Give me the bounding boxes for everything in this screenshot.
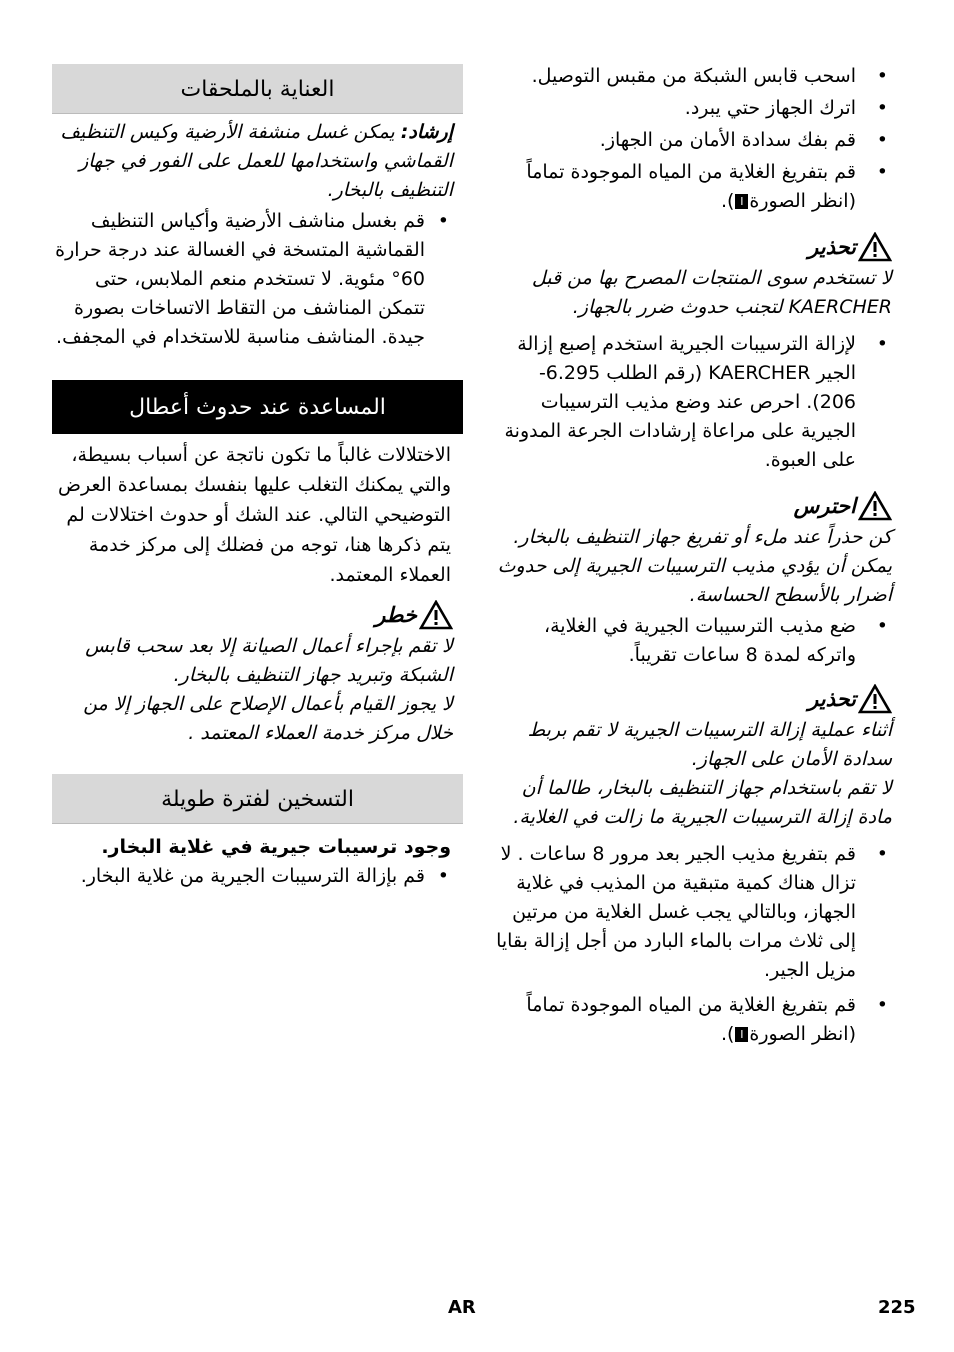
drain-text: قم بتفريغ الغلاية من المياه الموجودة تماماً (انظر الصورة <box>526 994 856 1045</box>
page-number: 225 <box>878 1297 916 1318</box>
section-title-troubleshooting: المساعدة عند حدوث أعطال <box>52 380 463 434</box>
intro-bullet-list <box>496 62 896 216</box>
drain-text: قم بتفريغ الغلاية من المياه الموجودة تماماً (انظر الصورة <box>526 161 856 212</box>
warning-heading <box>496 682 892 716</box>
heating-bullet-list <box>52 862 463 891</box>
figure-box-icon: I <box>735 1027 748 1042</box>
empty-bullet-list <box>496 840 896 1049</box>
warning-triangle-icon <box>858 684 892 714</box>
descale-bullet-list <box>496 330 896 475</box>
danger-title: خطر <box>375 603 417 627</box>
list-item: • قم بتفريغ مذيب الجير بعد مرور 8 ساعات . لا تزال هناك كمية متبقية من المذيب في غلاية الجهاز، وبالتالي يجب غسل الغلاية من مرتين إلى ثلاث مرات بالماء البارد من أجل إزالة بقايا مزيل الجير. <box>496 840 896 985</box>
footer-language: AR <box>448 1297 476 1318</box>
list-item: • اسحب قابس الشبكة من مقبس التوصيل. <box>496 62 896 91</box>
caution-text: كن حذراً عند ملء أو تفريغ جهاز التنظيف بالبخار. يمكن أن يؤدي مذيب الترسيبات الجيرية إلى حدوث أضرار بالأسطح الحساسة. <box>497 526 892 606</box>
tip-label: إرشاد: <box>400 121 453 143</box>
put-bullet-list <box>496 612 896 670</box>
danger-text: لا يجوز القيام بأعمال الإصلاح على الجهاز إلا من خلال مركز خدمة العملاء المعتمد . <box>83 693 453 744</box>
right-column <box>496 62 896 1049</box>
troubleshooting-text: الاختلالات غالباً ما تكون ناتجة عن أسباب بسيطة، والتي يمكنك التغلب عليها بنفسك بمساعدة العرض التوضيحي التالي. عند الشك أو حدوث اختلالات لم يتم ذكرها هنا، توجه من فضلك إلى مركز خدمة العملاء المعتمد. <box>58 444 451 586</box>
danger-heading <box>52 598 463 632</box>
list-item: • قم بغسل مناشف الأرضية وأكياس التنظيف القماشية المتسخة في الغسالة عند درجة حرارة 60° مئوية. لا تستخدم منعم الملابس، حتى تتمكن المناشف من التقاط الاتساخات بصورة جيدة. المناشف مناسبة للاستخدام في المجفف. <box>52 207 463 352</box>
caution-title: احترس <box>793 494 856 518</box>
warning-triangle-icon <box>858 232 892 262</box>
list-item: • قم بإزالة الترسيبات الجيرية من غلاية البخار. <box>52 862 463 891</box>
warning-triangle-icon <box>419 600 453 630</box>
danger-text: لا تقم بإجراء أعمال الصيانة إلا بعد سحب قابس الشبكة وتبريد جهاز التنظيف بالبخار. <box>85 635 453 686</box>
warning-title: تحذير <box>808 687 856 711</box>
figure-box-icon: I <box>735 194 748 209</box>
caution-heading <box>496 489 892 523</box>
tip-paragraph <box>52 118 463 205</box>
section-title-heating: التسخين لفترة طويلة <box>52 774 463 824</box>
warning-text: لا تقم باستخدام جهاز التنظيف بالبخار، طالما أن مادة إزالة الترسيبات الجيرية ما زالت في الغلاية. <box>513 777 892 828</box>
heating-cause: وجود ترسيبات جيرية في غلاية البخار. <box>101 836 451 858</box>
warning-text: لا تستخدم سوى المنتجات المصرح بها من قبل KAERCHER لتجنب حدوث ضرر بالجهاز. <box>531 267 892 318</box>
drain-text-end: ). <box>720 1023 735 1045</box>
warning-triangle-icon <box>858 491 892 521</box>
list-item: • قم بفك سدادة الأمان من الجهاز. <box>496 126 896 155</box>
list-item: • ضع مذيب الترسيبات الجيرية في الغلاية، واتركه لمدة 8 ساعات تقريباً. <box>496 612 896 670</box>
tip-text: يمكن غسل منشفة الأرضية وكيس التنظيف القماشي واستخدامها للعمل على الفور في جهاز التنظيف بالبخار. <box>60 121 453 201</box>
section-title-accessories: العناية بالملحقات <box>52 64 463 114</box>
list-item: • لإزالة الترسيبات الجيرية استخدم إصبع إزالة الجير KAERCHER (رقم الطلب 6.295-206). احرص عند وضع مذيب الترسيبات الجيرية على مراعاة إرشادات الجرعة المدونة على العبوة. <box>496 330 896 475</box>
warning-title: تحذير <box>808 235 856 259</box>
warning-heading <box>496 230 892 264</box>
left-column <box>52 64 463 891</box>
list-item: • اترك الجهاز حتي يبرد. <box>496 94 896 123</box>
drain-text-end: ). <box>720 190 735 212</box>
list-item <box>496 158 896 216</box>
warning-text: أثناء عملية إزالة الترسيبات الجيرية لا تقم بربط سدادة الأمان على الجهاز. <box>527 719 892 770</box>
list-item <box>496 991 896 1049</box>
wash-bullet-list <box>52 207 463 352</box>
